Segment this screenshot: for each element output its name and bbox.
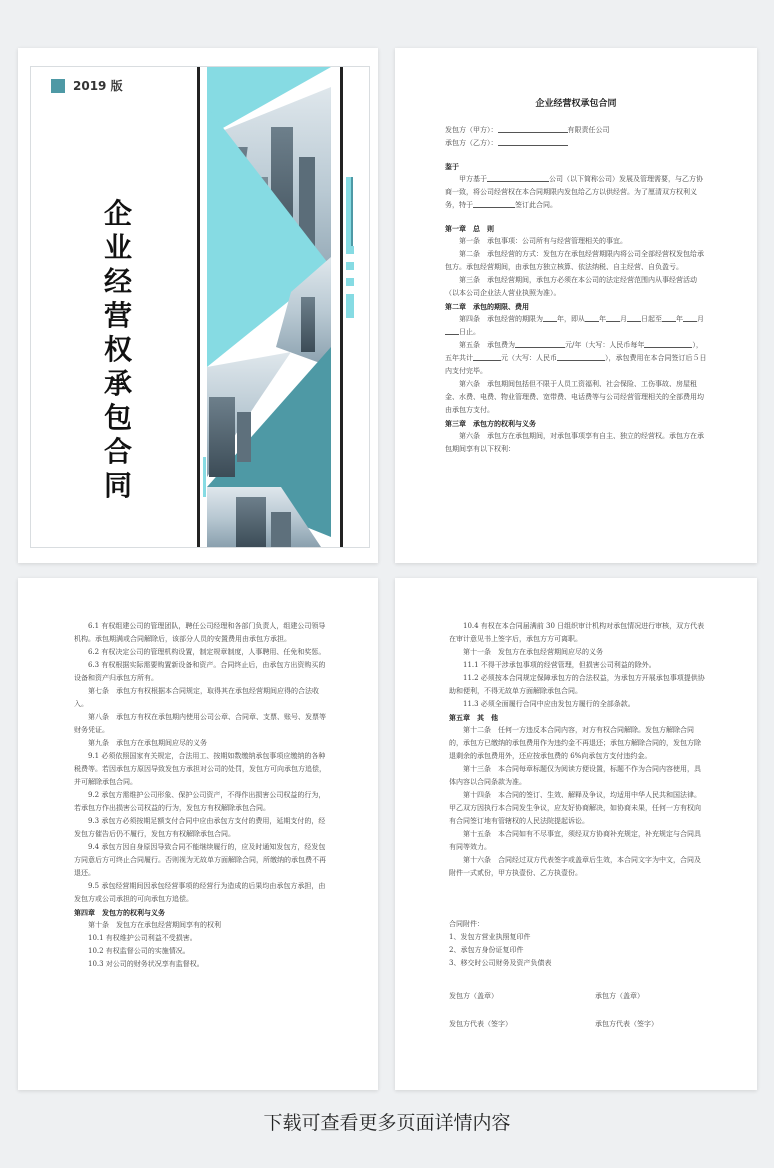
article-2: 第二条 承包经营的方式：发包方在承包经营期限内将公司全部经营权发包给承包方。承包经营期间，由承包方独立核算、依法纳税、自主经营、自负盈亏。 — [445, 250, 704, 271]
clause-paragraph: 9.4 承包方因自身原因导致合同不能继续履行的，应及时通知发包方，经发包方同意后方可终止合同履行。否则视为无故单方面解除合同，所缴纳的承包费不再退还。 — [74, 843, 326, 877]
article-5: 第五条 承包费为 元/年（大写：人民币每年 ），五年共计 元（大写：人民币 ），承包费用在本合同签订后５日内支付完毕。 — [445, 341, 707, 375]
clause-paragraph: 6.2 有权决定公司的管理机构设置，制定规章制度，人事聘用、任免和奖惩。 — [88, 648, 326, 656]
clause-paragraph: 第九条 承包方在承包期间应尽的义务 — [88, 739, 207, 747]
clause-paragraph: 6.1 有权组建公司的管理团队，聘任公司经理和各部门负责人，组建公司领导机构。承包期满或合同解除后，该部分人员的安置费用由承包方承担。 — [74, 622, 326, 643]
clause-paragraph: 第十条 发包方在承包经营期间享有的权利 — [88, 921, 221, 929]
contract-page-3 — [395, 578, 757, 1090]
attachment-item: 2、承包方身份证复印件 — [449, 946, 524, 954]
contract-body-1 — [445, 124, 707, 456]
attachment-item: 1、发包方营业执照复印件 — [449, 933, 531, 941]
preamble-heading: 鉴于 — [445, 162, 459, 171]
clause-paragraph: 第十五条 本合同如有不尽事宜，须经双方协商补充规定，补充规定与合同具有同等效力。 — [449, 830, 701, 851]
article-6: 第六条 承包期间包括但不限于人员工资福利、社会保险、工伤事故、房屋租金、水费、电费、物业管理费、宽带费、电话费等与公司经营管理相关的全部费用均由承包方支付。 — [445, 380, 704, 414]
clause-paragraph: 11.2 必须按本合同规定保障承包方的合法权益，为承包方开展承包事项提供协助和便利，不得无故单方面解除承包合同。 — [449, 674, 705, 695]
download-more-caption: 下载可查看更多页面详情内容 — [263, 1112, 511, 1134]
clause-paragraph: 10.1 有权维护公司利益不受损害。 — [88, 934, 197, 942]
clause-paragraph: 第八条 承包方有权在承包期内使用公司公章、合同章、支票、账号、发票等财务凭证。 — [74, 713, 326, 734]
clause-paragraph: 9.2 承包方需维护公司形象、保护公司资产，不得作出损害公司权益的行为，若承包方作出损害公司权益的行为，发包方有权解除承包合同。 — [74, 791, 326, 812]
sign-b-seal: 承包方（盖章） — [595, 992, 644, 1000]
sign-a-rep: 发包方代表（签字） — [449, 1020, 512, 1028]
clause-paragraph: 第十二条 任何一方违反本合同内容，对方有权合同解除。发包方解除合同的，承包方已缴纳的承包费用作为违约金不再退还；承包方解除合同的，发包方除退剩余的承包费用外，还应按承包费的 6%向承包方支付违约金。 — [449, 726, 701, 760]
party-b-line: 承包方（乙方）： — [445, 137, 707, 150]
cover-geometric-art — [31, 67, 369, 547]
chapter-heading: 第五章 其 他 — [449, 713, 498, 722]
sign-b-rep: 承包方代表（签字） — [595, 1020, 658, 1028]
article-3: 第三条 承包经营期间，承包方必须在本公司的法定经营范围内从事经营活动（以本公司企业法人营业执照为准）。 — [445, 276, 697, 297]
article-1: 第一条 承包事项：公司所有与经营管理相关的事宜。 — [459, 237, 627, 245]
clause-paragraph: 第十一条 发包方在承包经营期间应尽的义务 — [463, 648, 603, 656]
party-a-line: 发包方（甲方）： 有限责任公司 — [445, 126, 610, 134]
clause-paragraph: 9.1 必须依照国家有关规定，合法用工、按期如数缴纳承包事项应缴纳的各种税费等。若因承包方原因导致发包方承担对公司的处罚，发包方可向承包方追偿，并可解除承包合同。 — [74, 752, 326, 786]
clause-paragraph: 9.5 承包经营期间因承包经营事项的经营行为造成的后果均由承包方承担，由发包方或公司承担的可向承包方追偿。 — [74, 882, 326, 903]
clause-paragraph: 第七条 承包方有权根据本合同规定，取得其在承包经营期间应得的合法收入。 — [74, 687, 319, 708]
contract-page-2 — [18, 578, 378, 1090]
cover-inner-frame — [30, 66, 370, 548]
contract-title: 企业经营权承包合同 — [535, 99, 617, 109]
clause-paragraph: 第十六条 合同经过双方代表签字或盖章后生效，本合同文字为中文，合同及附件一式贰份，甲方执壹份、乙方执壹份。 — [449, 856, 701, 877]
clause-paragraph: 10.4 有权在本合同届满前 30 日组织审计机构对承包情况进行审核，双方代表在审计意见书上签字后，承包方方可离职。 — [449, 622, 705, 643]
contract-body-3 — [449, 620, 707, 880]
clause-paragraph: 10.3 对公司的财务状况享有监督权。 — [88, 960, 204, 968]
attachments-heading: 合同附件： — [449, 920, 484, 928]
chapter-2-heading: 第二章 承包的期限、费用 — [445, 302, 529, 311]
clause-paragraph: 11.1 不得干涉承包事项的经营管理，但损害公司利益的除外。 — [463, 661, 656, 669]
clause-paragraph: 11.3 必须全面履行合同中应由发包方履行的全部条款。 — [463, 700, 635, 708]
clause-paragraph: 第十四条 本合同的签订、生效、解释及争议，均适用中华人民共和国法律。甲乙双方因执行本合同发生争议，应友好协商解决，如协商未果，任何一方有权向有合同签订地有管辖权的人民法院提起诉讼。 — [449, 791, 701, 825]
clause-paragraph: 第十三条 本合同每章标题仅为阅读方便设置，标题不作为合同内容使用，具体内容以合同条款为准。 — [449, 765, 701, 786]
contract-body-2 — [74, 620, 328, 971]
article-7: 第六条 承包方在承包期间，对承包事项享有自主、独立的经营权。承包方在承包期间享有以下权利： — [445, 432, 704, 453]
cover-line-left — [197, 67, 200, 547]
sign-a-seal: 发包方（盖章） — [449, 992, 498, 1000]
contract-page-1 — [395, 48, 757, 563]
version-marker-square — [51, 79, 65, 93]
preamble-text: 甲方基于 公司（以下简称公司）发展及管理需要，与乙方协商一致，将公司经营权在本合同期限内发包给乙方以供经营。为了厘清双方权利义务，特于 签订此合同。 — [445, 175, 703, 209]
cover-line-right — [340, 67, 343, 547]
cover-title: 企业经营权承包合同 — [103, 197, 132, 502]
version-label: 2019 版 — [73, 79, 123, 93]
article-4: 第四条 承包经营的期限为 年，即从 年 月 日起至 年 月日止。 — [445, 313, 707, 339]
attachments-block — [449, 918, 707, 970]
clause-paragraph: 6.3 有权根据实际需要购置新设备和资产。合同终止后，由承包方出资购买的设备和资产归承包方所有。 — [74, 661, 326, 682]
cover-page — [18, 48, 378, 563]
chapter-heading: 第四章 发包方的权利与义务 — [74, 908, 165, 917]
clause-paragraph: 9.3 承包方必须按期足额支付合同中应由承包方支付的费用，延期支付的，经发包方催告后仍不履行，发包方有权解除承包合同。 — [74, 817, 326, 838]
clause-paragraph: 10.2 有权监督公司的实施情况。 — [88, 947, 190, 955]
chapter-1-heading: 第一章 总 则 — [445, 224, 494, 233]
attachment-item: 3、移交时公司财务及资产负债表 — [449, 959, 552, 967]
chapter-3-heading: 第三章 承包方的权利与义务 — [445, 419, 536, 428]
